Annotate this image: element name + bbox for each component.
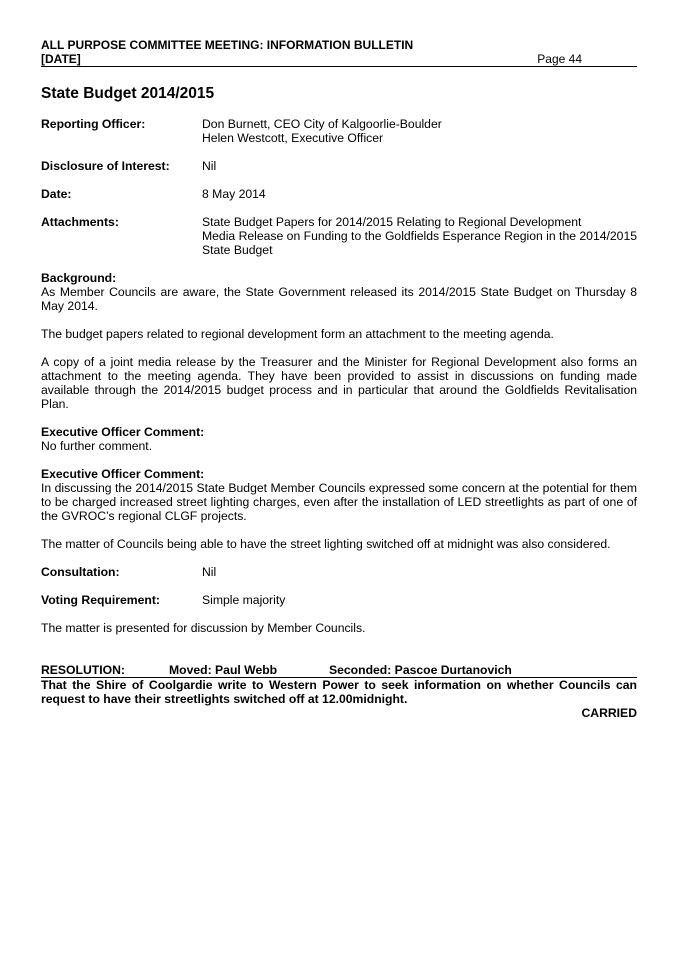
voting-value: Simple majority (202, 593, 286, 607)
background-paragraph-1: As Member Councils are aware, the State Government released its 2014/2015 State Budget on Thursday 8 May 2014. (41, 285, 637, 313)
date-value: 8 May 2014 (202, 187, 266, 201)
eo-comment-text-1: No further comment. (41, 439, 153, 453)
moved-by: Moved: Paul Webb (169, 663, 278, 677)
background-paragraph-3: A copy of a joint media release by the Treasurer and the Minister for Regional Development also forms an attachment to the meeting agenda. They have been provided to assist in discussions on funding made available through the 2014/2015 budget process and in particular that around the Goldfields Revitalisation Plan. (41, 355, 637, 411)
header-row (41, 52, 637, 67)
seconded-by: Seconded: Pascoe Durtanovich (329, 663, 512, 677)
attachments-label: Attachments: (41, 215, 119, 229)
resolution-label: RESOLUTION: (41, 663, 125, 677)
background-paragraph-2: The budget papers related to regional development form an attachment to the meeting agenda. (41, 327, 554, 341)
consultation-row (41, 565, 637, 579)
consultation-value: Nil (202, 565, 217, 579)
attachment-item-1: State Budget Papers for 2014/2015 Relating to Regional Development (202, 215, 582, 229)
closing-statement: The matter is presented for discussion by Member Councils. (41, 621, 366, 635)
attachment-item-2: Media Release on Funding to the Goldfields Esperance Region in the 2014/2015 State Budget (202, 229, 637, 257)
reporting-officer-line-2: Helen Westcott, Executive Officer (202, 131, 384, 145)
disclosure-label: Disclosure of Interest: (41, 159, 170, 173)
page-number: Page 44 (537, 52, 582, 66)
voting-row (41, 593, 637, 607)
reporting-officer-value (202, 117, 637, 145)
resolution-row (41, 663, 637, 678)
attachments-row (41, 215, 637, 257)
date-label: Date: (41, 187, 72, 201)
date-row (41, 187, 637, 201)
resolution-outcome: CARRIED (581, 706, 637, 720)
disclosure-value: Nil (202, 159, 217, 173)
attachments-value (202, 215, 637, 257)
reporting-officer-row (41, 117, 637, 145)
eo-comment-paragraph-2: The matter of Councils being able to have the street lighting switched off at midnight was also considered. (41, 537, 611, 551)
eo-comment-heading-2: Executive Officer Comment: (41, 467, 205, 481)
header-date: [DATE] (41, 52, 81, 66)
background-heading: Background: (41, 271, 117, 285)
page-title: State Budget 2014/2015 (41, 85, 215, 102)
document-page (41, 38, 637, 720)
reporting-officer-line-1: Don Burnett, CEO City of Kalgoorlie-Boulder (202, 117, 442, 131)
disclosure-row (41, 159, 637, 173)
voting-label: Voting Requirement: (41, 593, 160, 607)
reporting-officer-label: Reporting Officer: (41, 117, 146, 131)
bulletin-title: ALL PURPOSE COMMITTEE MEETING: INFORMATION BULLETIN (41, 38, 414, 52)
eo-comment-heading-1: Executive Officer Comment: (41, 425, 205, 439)
eo-comment-paragraph-1: In discussing the 2014/2015 State Budget Member Councils expressed some concern at the potential for them to be charged increased street lighting charges, even after the installation of LED streetlights as part of one of the GVROC’s regional CLGF projects. (41, 481, 637, 523)
consultation-label: Consultation: (41, 565, 120, 579)
resolution-text: That the Shire of Coolgardie write to Western Power to seek information on whether Councils can request to have their streetlights switched off at 12.00midnight. (41, 678, 637, 706)
